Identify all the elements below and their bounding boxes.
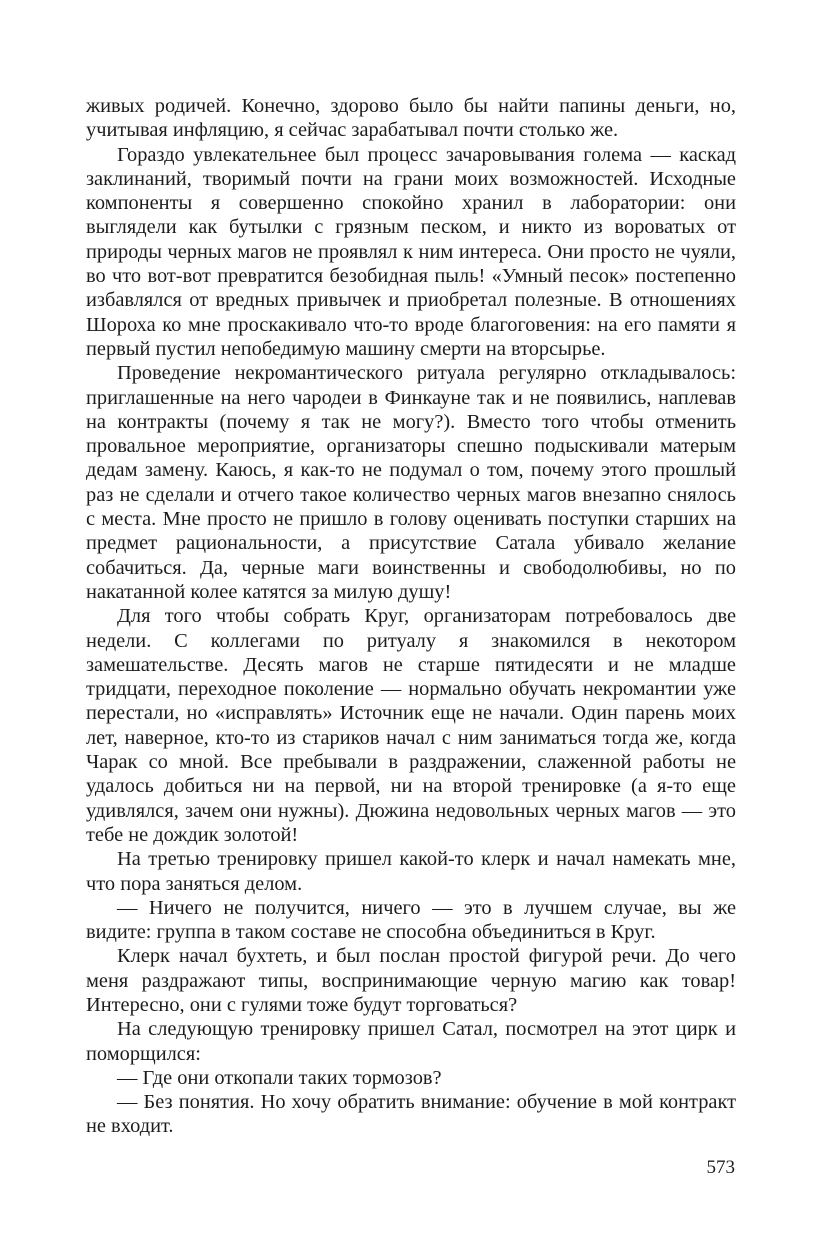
paragraph-6: Клерк начал бухтеть, и был послан простой фигурой речи. До чего меня раздражают типы, воспринимающие черную магию как товар! Интересно, они с гулями тоже будут торговаться? [86,945,736,1016]
dialogue-line-2: — Где они откопали таких тормозов? [117,1066,442,1089]
paragraph-1: живых родичей. Конечно, здорово было бы найти папины деньги, но, учитывая инфляцию, я сейчас зарабатывал почти столько же. [86,95,736,142]
page-number: 573 [706,1157,735,1178]
dialogue-line-1: — Ничего не получится, ничего — это в лучшем случае, вы же видите: группа в таком составе не способна объединиться в Круг. [86,896,736,944]
paragraph-7: На следующую тренировку пришел Сатал, посмотрел на этот цирк и поморщился: [86,1018,736,1065]
paragraph-4: Для того чтобы собрать Круг, организаторам потребовалось две недели. С коллегами по ритуалу я знакомился в некотором замешательстве. Десять магов не старше пятидесяти и не младше тридцати, переходное поколение — нормально обучать некромантии уже перестали, но «исправлять» Источник еще не начали. Один парень моих лет, наверное, кто-то из стариков начал с ним заниматься тогда же, когда Чарак со мной. Все пребывали в раздражении, слаженной работы не удалось добиться ни на первой, ни на второй тренировке (а я-то еще удивлялся, зачем они нужны). Дюжина недовольных черных магов — это тебе не дождик золотой! [86,605,736,846]
paragraph-5: На третью тренировку пришел какой-то клерк и начал намекать мне, что пора заняться делом. [86,848,736,895]
paragraph-3: Проведение некромантического ритуала регулярно откладывалось: приглашенные на него чародеи в Финкауне так и не появились, наплевав на контракты (почему я так не могу?). Вместо того чтобы отменить провальное мероприятие, организаторы спешно подыскивали матерым дедам замену. Каюсь, я как-то не подумал о том, почему этого прошлый раз не сделали и отчего такое количество черных магов внезапно снялось с места. Мне просто не пришло в голову оценивать поступки старших на предмет рациональности, а присутствие Сатала убивало желание собачиться. Да, черные маги воинственны и свободолюбивы, но по накатанной колее катятся за милую душу! [86,362,736,603]
page-body [86,94,736,1139]
paragraph-2: Гораздо увлекательнее был процесс зачаровывания голема — каскад заклинаний, творимый почти на грани моих возможностей. Исходные компоненты я совершенно спокойно хранил в лаборатории: они выглядели как бутылки с грязным песком, и никто из вороватых от природы черных магов не проявлял к ним интереса. Они просто не чуяли, во что вот-вот превратится безобидная пыль! «Умный песок» постепенно избавлялся от вредных привычек и приобретал полезные. В отношениях Шороха ко мне проскакивало что-то вроде благоговения: на его памяти я первый пустил непобедимую машину смерти на вторсырье. [86,143,736,360]
dialogue-line-3: — Без понятия. Но хочу обратить внимание: обучение в мой контракт не входит. [86,1091,736,1138]
